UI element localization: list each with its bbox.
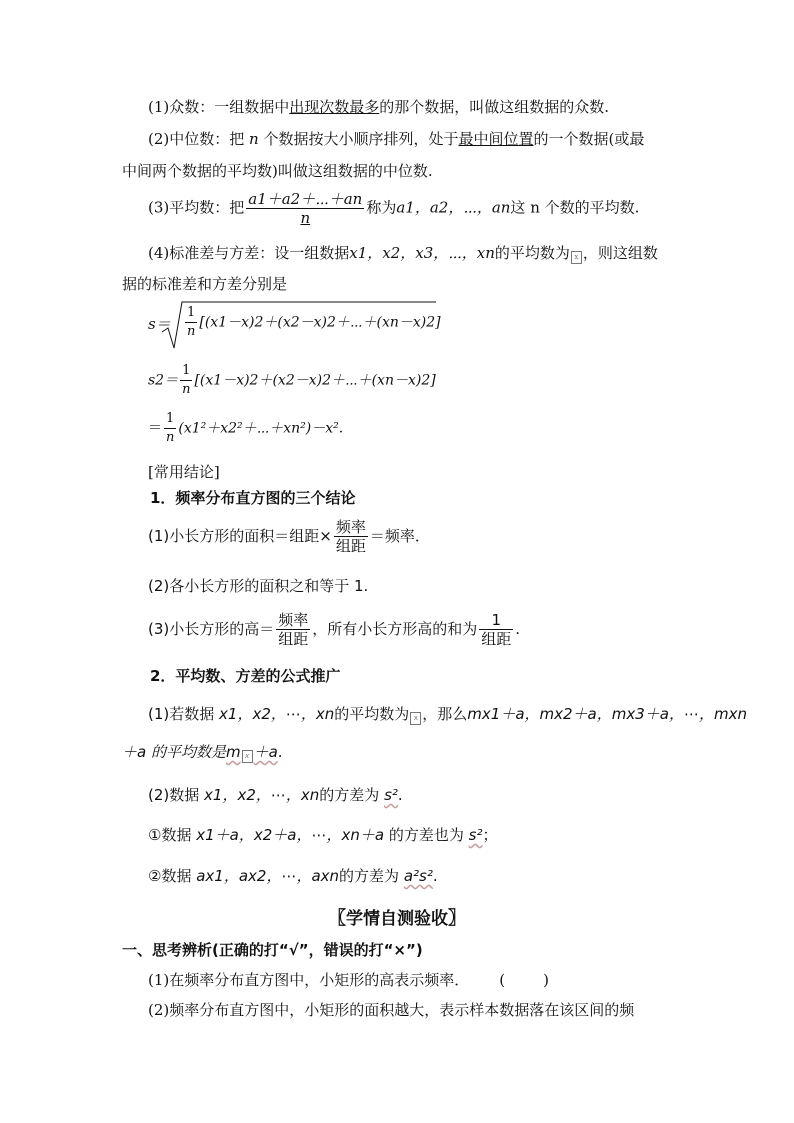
sd-suffix: ，则这组数 bbox=[582, 244, 658, 262]
mode-definition bbox=[148, 97, 609, 117]
question-heading-text: 一、思考辨析(正确的打“√”，错误的打“×”) bbox=[122, 941, 423, 959]
generalization-1-line2 bbox=[122, 742, 283, 763]
c3-den2: 组距 bbox=[481, 630, 512, 648]
generalization-3 bbox=[148, 825, 497, 845]
q1-paren-open: ( bbox=[499, 971, 506, 989]
p1-line2-a: ＋a 的平均数是 bbox=[122, 743, 226, 761]
s2-fraction bbox=[180, 362, 192, 399]
p2-vars: x1，x2，⋯，xn bbox=[204, 786, 320, 804]
median-prefix: (2)中位数：把 bbox=[148, 130, 245, 148]
p1-mid2: ，那么 bbox=[422, 705, 468, 723]
s2b-fraction bbox=[164, 410, 176, 447]
p3-vars: x1＋a，x2＋a，⋯，xn＋a bbox=[196, 826, 385, 844]
s2-formula bbox=[148, 362, 436, 399]
conclusion-heading-2 bbox=[150, 666, 340, 686]
conclusion-heading-1-text: 1．频率分布直方图的三个结论 bbox=[150, 489, 356, 507]
c1-den: 组距 bbox=[335, 537, 366, 555]
s-fraction bbox=[185, 304, 197, 341]
c3-num2: 1 bbox=[479, 611, 513, 630]
s2-body: [(x1－x)2＋(x2－x)2＋⋯＋(xn－x)2] bbox=[194, 372, 436, 389]
p1-vars: x1，x2，⋯，xn bbox=[219, 705, 335, 723]
p3-mid: 的方差也为 bbox=[388, 826, 464, 844]
c1-suffix: ＝频率． bbox=[369, 527, 430, 545]
p4-val: a²s² bbox=[403, 867, 433, 885]
c1-prefix: (1)小长方形的面积＝组距× bbox=[148, 527, 332, 545]
s2-label: s2＝ bbox=[148, 372, 179, 389]
mode-prefix: (1)众数：一组数据中 bbox=[148, 98, 290, 116]
s-frac-den: n bbox=[187, 324, 196, 339]
s2b-frac-den: n bbox=[166, 430, 175, 445]
mean-definition bbox=[148, 190, 639, 227]
s-body: [(x1－x)2＋(x2－x)2＋⋯＋(xn－x)2] bbox=[199, 314, 441, 331]
median-definition-line2 bbox=[122, 161, 433, 181]
s-frac-num: 1 bbox=[185, 304, 197, 323]
sd-prefix: (4)标准差与方差：设一组数据 bbox=[148, 244, 350, 262]
p1-terms: mx1＋a，mx2＋a，mx3＋a，⋯，mxn bbox=[467, 705, 747, 723]
mode-emphasis: 出现次数最多 bbox=[289, 98, 380, 116]
c2-text: (2)各小长方形的面积之和等于 1. bbox=[148, 577, 369, 595]
mean-numerator: a1＋a2＋⋯＋an bbox=[248, 190, 363, 208]
p2-end: . bbox=[397, 786, 403, 804]
c3-fraction-2 bbox=[479, 611, 513, 648]
mean-tail: 这 n 个数的平均数. bbox=[510, 198, 640, 217]
median-definition bbox=[148, 129, 644, 149]
conclusion-1 bbox=[148, 518, 430, 555]
p3-val: s² bbox=[468, 826, 483, 844]
question-2-text: (2)频率分布直方图中，小矩形的面积越大，表示样本数据落在该区间的频 bbox=[148, 1001, 635, 1019]
p2-val: s² bbox=[384, 786, 398, 804]
p1-line2-m: m bbox=[225, 743, 241, 761]
p1-line2-c: ＋a bbox=[253, 743, 278, 761]
p4-vars: ax1，ax2，⋯，axn bbox=[196, 867, 340, 885]
s-formula-body bbox=[183, 304, 441, 341]
c3-fraction bbox=[276, 611, 310, 648]
mode-suffix: 的那个数据，叫做这组数据的众数. bbox=[379, 98, 610, 116]
s2b-formula bbox=[148, 410, 343, 447]
x-bar-placeholder-icon: x bbox=[410, 712, 421, 725]
x-bar-placeholder-icon: x bbox=[571, 251, 582, 264]
s2-frac-num: 1 bbox=[180, 362, 192, 381]
conclusions-tag-text: [常用结论] bbox=[148, 463, 220, 481]
p1-line2-end: . bbox=[277, 743, 283, 761]
conclusion-2 bbox=[148, 576, 368, 596]
question-2 bbox=[148, 1000, 634, 1020]
right-bracket-icon: 〗 bbox=[448, 908, 466, 929]
s2-frac-den: n bbox=[182, 382, 191, 397]
p2-prefix: (2)数据 bbox=[148, 786, 200, 804]
sd-line2: 据的标准差和方差分别是 bbox=[122, 275, 288, 293]
generalization-2 bbox=[148, 785, 403, 805]
section-title: 学情自测验收 bbox=[346, 909, 448, 929]
s-label: s＝ bbox=[148, 315, 171, 333]
median-line2: 中间两个数据的平均数)叫做这组数据的中位数. bbox=[122, 162, 433, 180]
c3-mid: ，所有小长方形高的和为 bbox=[312, 620, 478, 638]
mean-denominator: n bbox=[300, 209, 311, 227]
s2b-body: (x1²＋x2²＋⋯＋xn²)－x². bbox=[178, 420, 344, 437]
sd-vars: x1，x2，x3，⋯，xn bbox=[349, 244, 495, 262]
c3-end: . bbox=[515, 620, 521, 638]
c3-num: 频率 bbox=[278, 611, 309, 629]
q1-paren-close: ) bbox=[543, 971, 549, 989]
question-heading bbox=[122, 940, 423, 960]
p4-end: . bbox=[432, 867, 438, 885]
p1-result bbox=[226, 743, 278, 761]
sd-mid: 的平均数为 bbox=[494, 244, 570, 262]
s2b-frac-num: 1 bbox=[164, 410, 176, 429]
question-1 bbox=[148, 970, 549, 990]
s-formula bbox=[148, 314, 171, 334]
conclusion-heading-1 bbox=[150, 488, 355, 508]
generalization-1 bbox=[148, 704, 747, 725]
median-emphasis: 最中间位置 bbox=[458, 130, 534, 148]
p4-prefix: ②数据 bbox=[148, 867, 192, 885]
median-mid2: 的一个数据(或最 bbox=[533, 130, 645, 148]
left-bracket-icon: 〖 bbox=[328, 908, 346, 929]
conclusions-tag bbox=[148, 462, 220, 482]
x-bar-placeholder-icon: x bbox=[242, 750, 253, 763]
mean-fraction bbox=[246, 190, 364, 227]
p4-mid: 的方差为 bbox=[339, 867, 400, 885]
sd-definition-line2 bbox=[122, 274, 287, 294]
generalization-4 bbox=[148, 866, 438, 886]
c3-den: 组距 bbox=[278, 630, 309, 648]
conclusion-3 bbox=[148, 611, 520, 648]
mean-suffix: 称为 bbox=[366, 198, 397, 217]
median-n: n bbox=[249, 130, 259, 148]
p3-prefix: ①数据 bbox=[148, 826, 192, 844]
conclusion-heading-2-text: 2．平均数、方差的公式推广 bbox=[150, 667, 341, 685]
section-heading bbox=[0, 904, 794, 930]
c1-num: 频率 bbox=[335, 518, 366, 536]
p1-prefix: (1)若数据 bbox=[148, 705, 215, 723]
c1-fraction bbox=[334, 518, 368, 555]
median-mid: 个数据按大小顺序排列，处于 bbox=[263, 130, 459, 148]
p2-mid: 的方差为 bbox=[319, 786, 380, 804]
c3-prefix: (3)小长方形的高＝ bbox=[148, 620, 275, 638]
mean-vars: a1，a2，⋯，an bbox=[396, 198, 511, 217]
p1-mid: 的平均数为 bbox=[334, 705, 410, 723]
question-1-text: (1)在频率分布直方图中，小矩形的高表示频率． bbox=[148, 971, 470, 989]
s2b-label: ＝ bbox=[148, 420, 162, 437]
mean-prefix: (3)平均数：把 bbox=[148, 198, 245, 217]
p3-end: ； bbox=[482, 826, 498, 844]
sd-definition bbox=[148, 243, 658, 264]
